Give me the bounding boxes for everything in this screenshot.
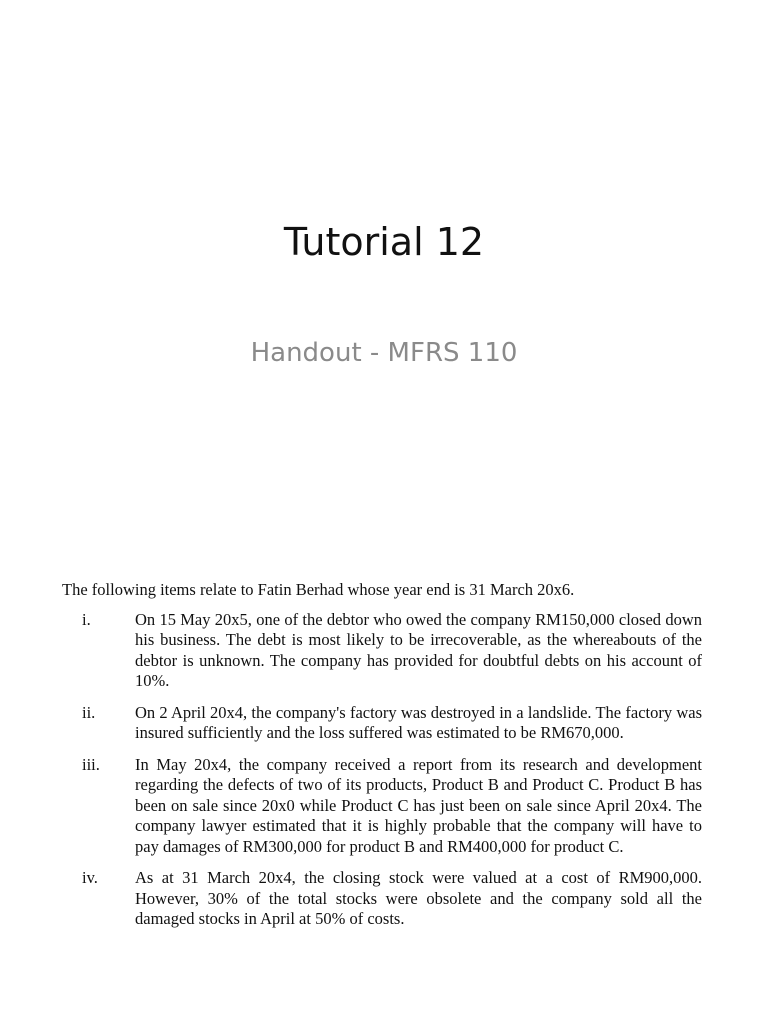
list-item [62,868,702,930]
item-text: As at 31 March 20x4, the closing stock were valued at a cost of RM900,000. However, 30% of the total stocks were obsolete and the company sold all the damaged stocks in April at 50% of costs. [135,868,702,928]
list-item [62,755,702,858]
item-number: ii. [82,702,96,722]
item-text: On 2 April 20x4, the company's factory was destroyed in a landslide. The factory was insured sufficiently and the loss suffered was estimated to be RM670,000. [135,702,702,742]
item-number: i. [82,609,91,629]
item-text: In May 20x4, the company received a report from its research and development regarding the defects of two of its products, Product B and Product C. Product B has been on sale since 20x0 while Product C has just been on sale since April 20x4. The company lawyer estimated that it is highly probable that the company will have to pay damages of RM300,000 for product B and RM400,000 for product C. [135,754,702,856]
item-number: iv. [82,868,98,887]
slide-title: Tutorial 12 [283,220,485,264]
list-item [62,610,702,692]
slide-subtitle: Handout - MFRS 110 [250,338,518,368]
list-item [62,703,702,744]
question-items-list [62,610,702,930]
question-intro: The following items relate to Fatin Berhad whose year end is 31 March 20x6. [62,580,575,599]
item-number: iii. [82,754,100,774]
item-text: On 15 May 20x5, one of the debtor who owed the company RM150,000 closed down his business. The debt is most likely to be irrecoverable, as the whereabouts of the debtor is unknown. The company has provided for doubtful debts on his account of 10%. [135,609,702,690]
scanned-question-text [62,580,702,941]
